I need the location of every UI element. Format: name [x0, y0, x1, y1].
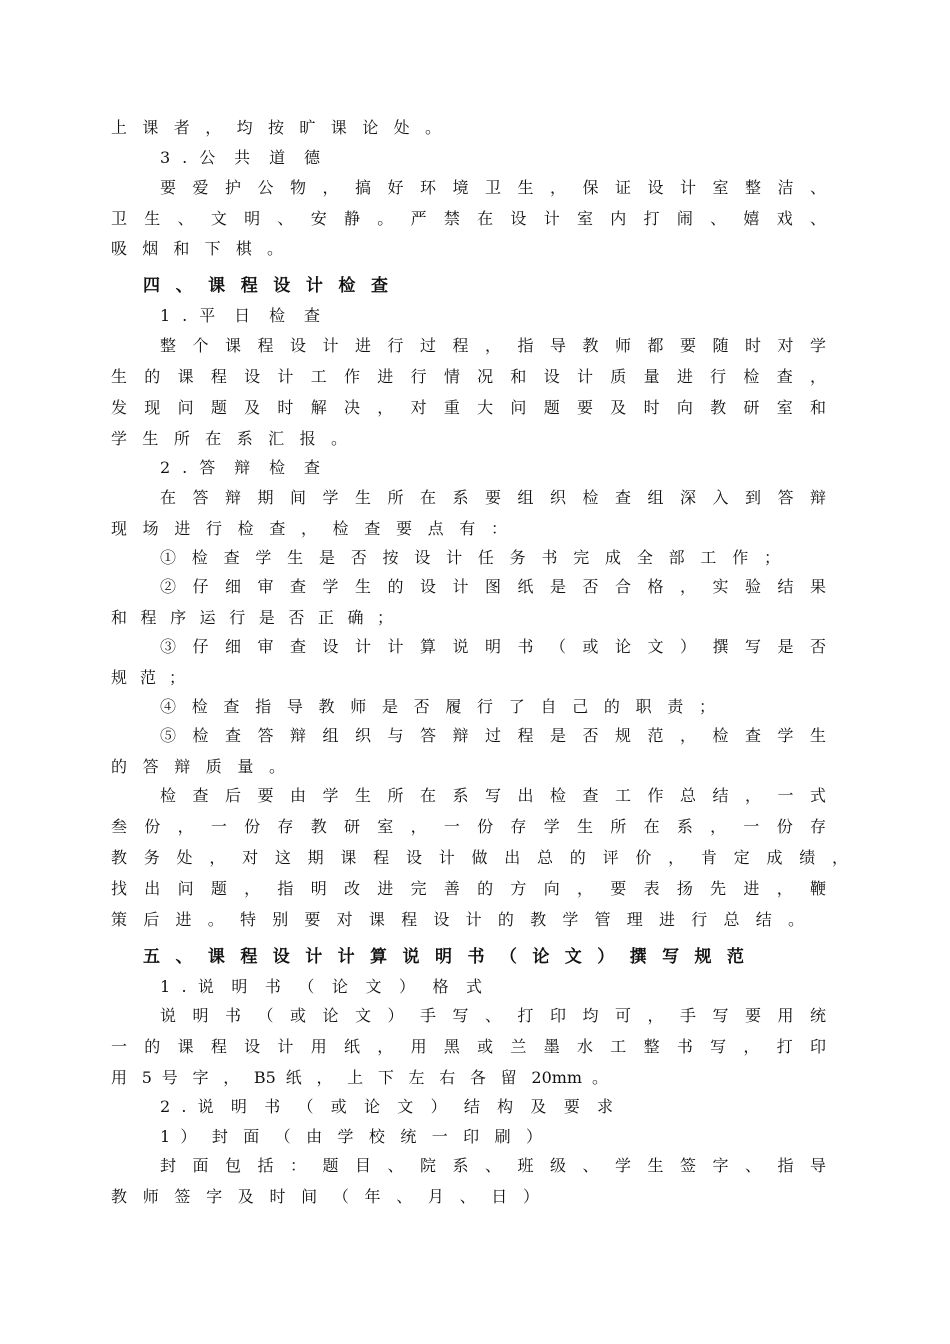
list-item: ③ 仔 细 审 查 设 计 计 算 说 明 书 （ 或 论 文 ） 撰 写 是 否: [160, 637, 826, 656]
subheading: 2 . 说 明 书 （ 或 论 文 ） 结 构 及 要 求: [160, 1097, 613, 1116]
text-line: 检 查 后 要 由 学 生 所 在 系 写 出 检 查 工 作 总 结 ， 一 式: [160, 786, 826, 805]
text-line: 的 答 辩 质 量 。: [111, 757, 285, 776]
text-line: 说 明 书 （ 或 论 文 ） 手 写 、 打 印 均 可 ， 手 写 要 用 统: [160, 1006, 826, 1025]
text-line: 学 生 所 在 系 汇 报 。: [111, 429, 347, 448]
text-line: 在 答 辩 期 间 学 生 所 在 系 要 组 织 检 查 组 深 入 到 答 辩: [160, 488, 826, 507]
text-line: 叁 份 ， 一 份 存 教 研 室 ， 一 份 存 学 生 所 在 系 ， 一 份 存: [111, 817, 826, 836]
text-line: 策 后 进 。 特 别 要 对 课 程 设 计 的 教 学 管 理 进 行 总 结 。: [111, 910, 804, 929]
list-item: ② 仔 细 审 查 学 生 的 设 计 图 纸 是 否 合 格 ， 实 验 结 果: [160, 577, 826, 596]
text-line: 发 现 问 题 及 时 解 决 ， 对 重 大 问 题 要 及 时 向 教 研 室 和: [111, 398, 826, 417]
text-line: 规 范 ；: [111, 668, 185, 687]
text-line: 和 程 序 运 行 是 否 正 确 ；: [111, 608, 393, 627]
section-heading: 四 、 课 程 设 计 检 查: [143, 276, 388, 296]
subheading: 1 ） 封 面 （ 由 学 校 统 一 印 刷 ）: [160, 1127, 542, 1146]
text-line: 现 场 进 行 检 查 ， 检 查 要 点 有 ：: [111, 519, 507, 538]
subheading: 1 . 说 明 书 （ 论 文 ） 格 式: [160, 977, 482, 996]
text-line: 找 出 问 题 ， 指 明 改 进 完 善 的 方 向 ， 要 表 扬 先 进 ， 鞭: [111, 879, 826, 898]
text-line: 教 务 处 ， 对 这 期 课 程 设 计 做 出 总 的 评 价 ， 肯 定 成 绩 ，: [111, 848, 848, 867]
list-item: ① 检 查 学 生 是 否 按 设 计 任 务 书 完 成 全 部 工 作 ；: [160, 548, 780, 567]
section-heading: 五 、 课 程 设 计 计 算 说 明 书 （ 论 文 ） 撰 写 规 范: [143, 947, 745, 967]
text-line: 生 的 课 程 设 计 工 作 进 行 情 况 和 设 计 质 量 进 行 检 查 ，: [111, 367, 826, 386]
text-line: 整 个 课 程 设 计 进 行 过 程 ， 指 导 教 师 都 要 随 时 对 学: [160, 336, 826, 355]
subheading: 1 . 平 日 检 查: [160, 306, 320, 325]
text-line: 封 面 包 括 ： 题 目 、 院 系 、 班 级 、 学 生 签 字 、 指 导: [160, 1156, 826, 1175]
subheading: 2 . 答 辩 检 查: [160, 458, 320, 477]
text-line: 吸 烟 和 下 棋 。: [111, 239, 283, 258]
text-line: 一 的 课 程 设 计 用 纸 ， 用 黑 或 兰 墨 水 工 整 书 写 ， 打 印: [111, 1037, 826, 1056]
text-line: 用 5 号 字 ， B5 纸 ， 上 下 左 右 各 留 20mm 。: [111, 1068, 608, 1087]
text-line: 上 课 者 ， 均 按 旷 课 论 处 。: [111, 118, 441, 137]
subheading: 3 . 公 共 道 德: [160, 148, 320, 167]
text-line: 教 师 签 字 及 时 间 （ 年 、 月 、 日 ）: [111, 1187, 539, 1206]
list-item: ④ 检 查 指 导 教 师 是 否 履 行 了 自 己 的 职 责 ；: [160, 697, 715, 716]
text-line: 卫 生 、 文 明 、 安 静 。 严 禁 在 设 计 室 内 打 闹 、 嬉 戏 、: [111, 209, 826, 228]
text-line: 要 爱 护 公 物 ， 搞 好 环 境 卫 生 ， 保 证 设 计 室 整 洁 、: [160, 178, 826, 197]
list-item: ⑤ 检 查 答 辩 组 织 与 答 辩 过 程 是 否 规 范 ， 检 查 学 生: [160, 726, 826, 745]
